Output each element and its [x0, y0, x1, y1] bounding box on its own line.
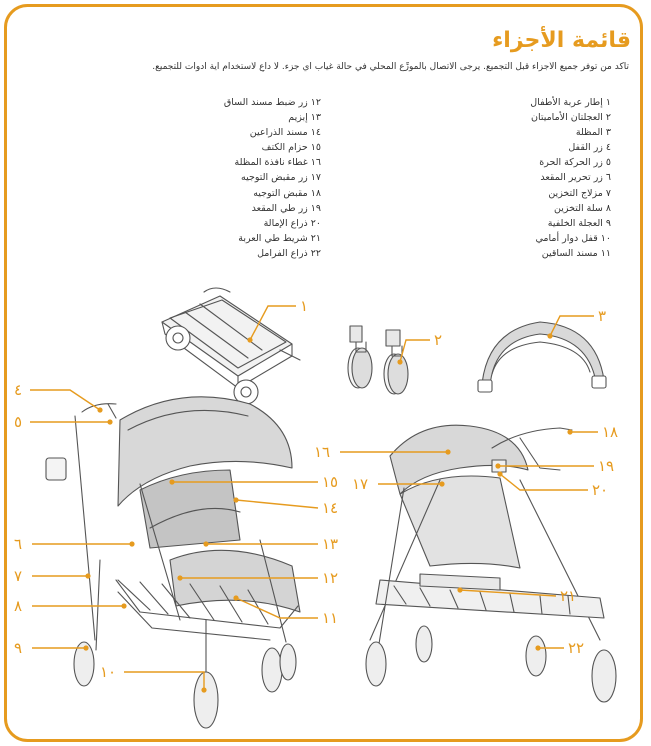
callout-20: ٢٠: [592, 481, 609, 499]
callout-22: ٢٢: [568, 639, 585, 657]
callout-2: ٢: [434, 331, 443, 349]
page-title: قائمة الأجزاء: [492, 28, 631, 53]
canopy-illustration: [478, 322, 606, 392]
list-item: ٧ مزلاج التخزين: [548, 187, 611, 199]
list-item: ١٥ حزام الكتف: [261, 142, 321, 154]
list-item: ٦ زر تحرير المقعد: [540, 172, 611, 184]
list-item: ١٤ مسند الذراعين: [249, 127, 321, 139]
callout-3: ٣: [598, 307, 607, 325]
callout-11: ١١: [322, 609, 339, 627]
list-item: ٣ المظلة: [575, 127, 611, 139]
callout-21: ٢١: [560, 587, 577, 605]
list-item: ١٠ قفل دوار أمامي: [535, 232, 611, 244]
list-item: ١٦ غطاء نافذة المظلة: [234, 157, 321, 169]
callout-13: ١٣: [322, 535, 339, 553]
list-item: ٤ زر القفل: [568, 142, 611, 154]
callout-lines: [30, 306, 598, 690]
callout-12: ١٢: [322, 569, 339, 587]
callout-7: ٧: [14, 567, 23, 585]
list-item: ١ إطار عربة الأطفال: [530, 97, 611, 108]
list-item: ٨ سلة التخزين: [554, 202, 611, 214]
callout-15: ١٥: [322, 473, 339, 491]
list-item: ١١ مسند الساقين: [541, 247, 611, 259]
intro-text: تأكد من توفر جميع الأجزاء قبل التجميع. يرجى الاتصال بالموزِّع المحلي في حالة غياب أي جزء. لا داعٍ لاستخدام أية أدوات للتجميع.: [152, 62, 629, 72]
callout-5: ٥: [14, 413, 23, 431]
callout-6: ٦: [14, 535, 23, 553]
list-item: ٢ العجلتان الأماميتان: [530, 112, 611, 124]
list-item: ٢١ شريط طي العربة: [238, 232, 321, 244]
list-item: ٩ العجلة الخلفية: [547, 217, 611, 229]
list-item: ١٩ زر طي المقعد: [251, 202, 321, 214]
callout-8: ٨: [14, 597, 23, 615]
list-item: ١٢ زر ضبط مسند الساق: [223, 97, 321, 108]
callout-18: ١٨: [602, 423, 619, 441]
list-item: ٥ زر الحركة الحرة: [539, 157, 611, 169]
callout-9: ٩: [14, 639, 23, 657]
callout-1: ١: [300, 297, 309, 315]
callout-17: ١٧: [352, 475, 369, 493]
callout-19: ١٩: [598, 457, 615, 475]
list-item: ١٣ إبزيم: [288, 112, 321, 124]
callout-14: ١٤: [322, 499, 339, 517]
callout-16: ١٦: [314, 443, 331, 461]
callout-4: ٤: [14, 381, 23, 399]
callout-10: ١٠: [100, 663, 117, 681]
list-item: ٢٠ ذراع الإمالة: [263, 217, 321, 229]
list-item: ١٧ زر مقبض التوجيه: [241, 172, 321, 184]
list-item: ٢٢ ذراع الفرامل: [257, 247, 321, 259]
stroller-front-illustration: [46, 397, 300, 728]
list-item: ١٨ مقبض التوجيه: [253, 187, 321, 199]
